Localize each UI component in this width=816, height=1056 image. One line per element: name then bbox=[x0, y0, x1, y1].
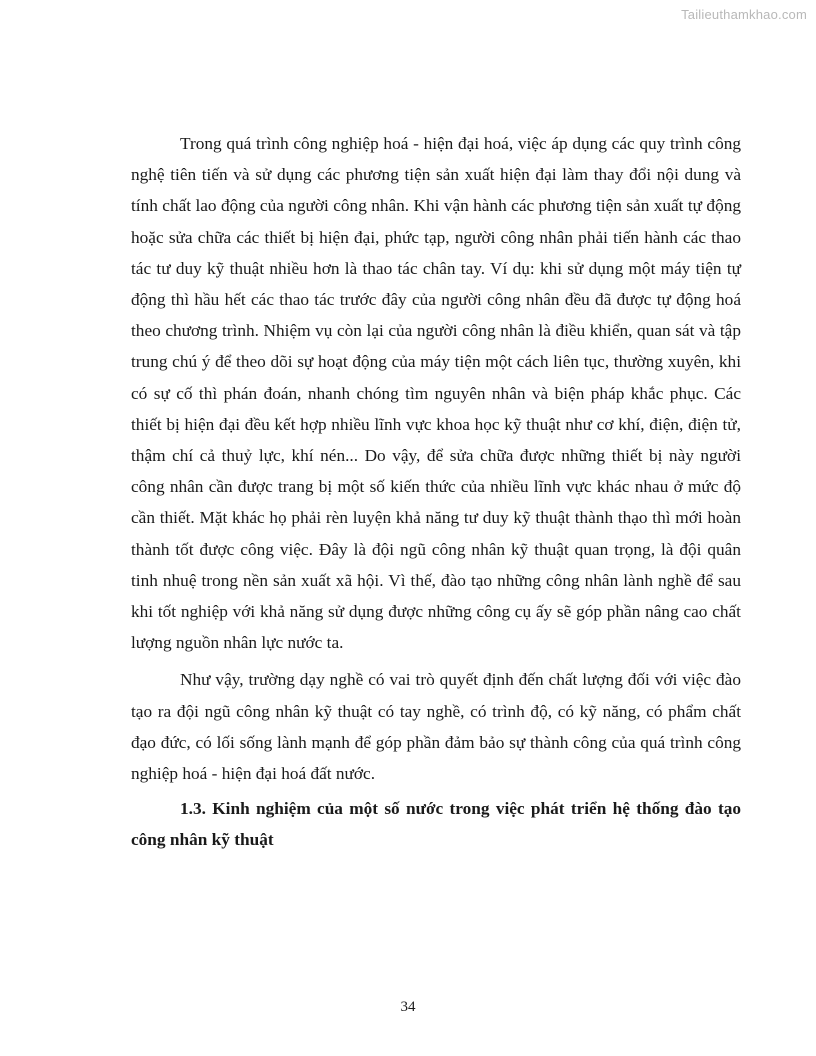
paragraph-1: Trong quá trình công nghiệp hoá - hiện đại hoá, việc áp dụng các quy trình công nghệ tiên tiến và sử dụng các phương tiện sản xuất hiện đại làm thay đổi nội dung và tính chất lao động của người công nhân. Khi vận hành các phương tiện sản xuất tự động hoặc sửa chữa các thiết bị hiện đại, phức tạp, người công nhân phải tiến hành các thao tác tư duy kỹ thuật nhiều hơn là thao tác chân tay. Ví dụ: khi sử dụng một máy tiện tự động thì hầu hết các thao tác trước đây của người công nhân đều đã được tự động hoá theo chương trình. Nhiệm vụ còn lại của người công nhân là điều khiển, quan sát và tập trung chú ý để theo dõi sự hoạt động của máy tiện một cách liên tục, thường xuyên, khi có sự cố thì phán đoán, nhanh chóng tìm nguyên nhân và biện pháp khắc phục. Các thiết bị hiện đại đều kết hợp nhiều lĩnh vực khoa học kỹ thuật như cơ khí, điện, điện tử, thậm chí cả thuỷ lực, khí nén... Do vậy, để sửa chữa được những thiết bị này người công nhân cần được trang bị một số kiến thức của nhiều lĩnh vực khác nhau ở mức độ cần thiết. Mặt khác họ phải rèn luyện khả năng tư duy kỹ thuật thành thạo thì mới hoàn thành tốt được công việc. Đây là đội ngũ công nhân kỹ thuật quan trọng, là đội quân tinh nhuệ trong nền sản xuất xã hội. Vì thế, đào tạo những công nhân lành nghề để sau khi tốt nghiệp với khả năng sử dụng được những công cụ ấy sẽ góp phần nâng cao chất lượng nguồn nhân lực nước ta. bbox=[131, 134, 741, 653]
watermark-text: Tailieuthamkhao.com bbox=[681, 7, 807, 22]
section-heading: 1.3. Kinh nghiệm của một số nước trong việc phát triển hệ thống đào tạo công nhân kỹ thuật bbox=[131, 799, 741, 850]
page-body bbox=[131, 128, 741, 856]
page-number: 34 bbox=[400, 999, 416, 1015]
paragraph-2: Như vậy, trường dạy nghề có vai trò quyết định đến chất lượng đối với việc đào tạo ra đội ngũ công nhân kỹ thuật có tay nghề, có trình độ, có kỹ năng, có phẩm chất đạo đức, có lối sống lành mạnh để góp phần đảm bảo sự thành công của quá trình công nghiệp hoá - hiện đại hoá đất nước. bbox=[131, 670, 741, 784]
